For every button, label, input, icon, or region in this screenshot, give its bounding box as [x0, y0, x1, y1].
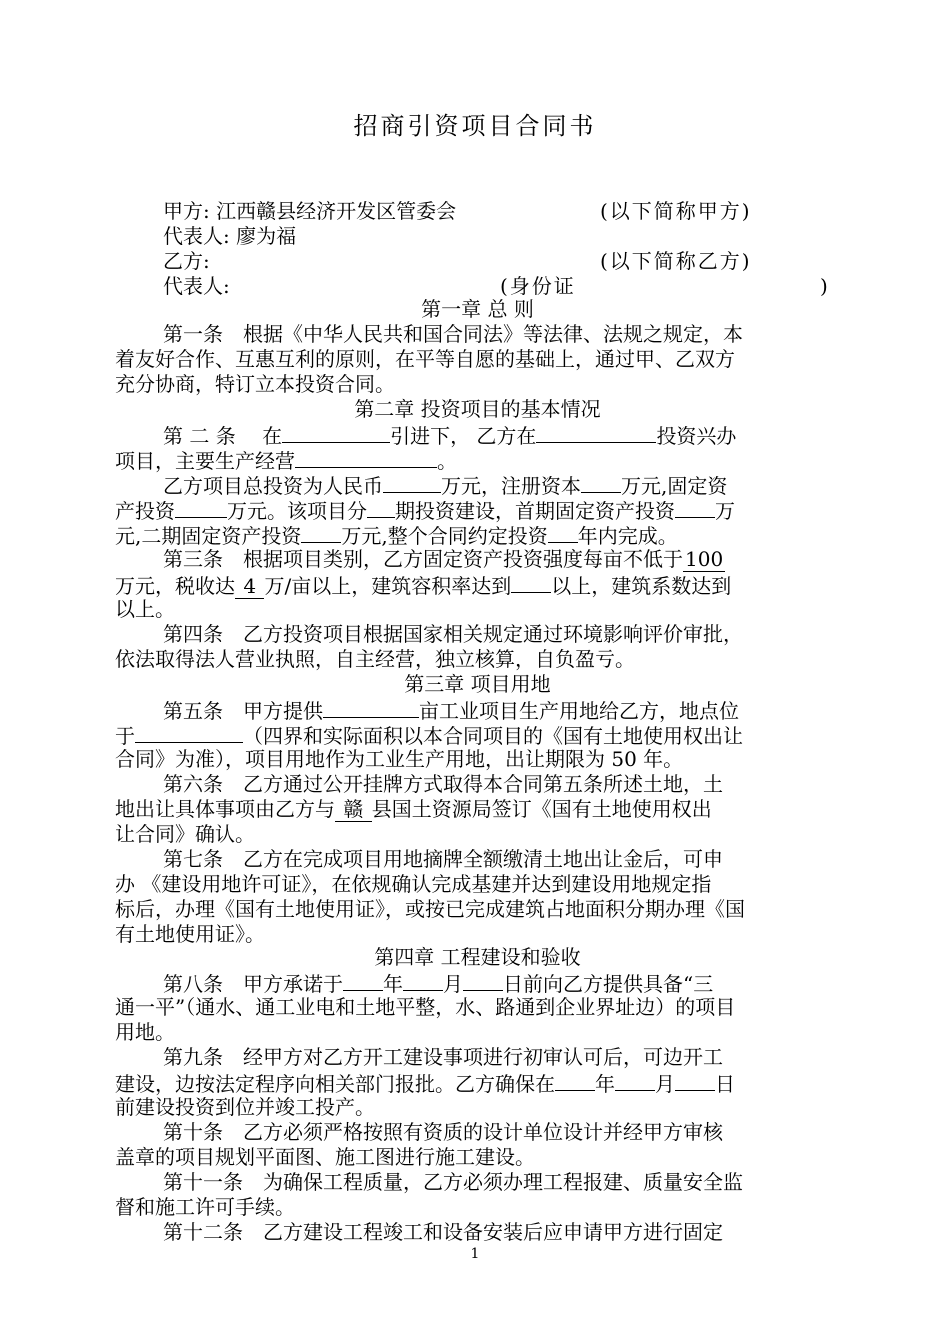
text-fragment: 亩工业项目生产用地给乙方，地点位	[419, 699, 739, 723]
text-fragment: 于	[115, 724, 135, 748]
article-line: 第十二条 乙方建设工程竣工和设备安装后应申请甲方进行固定	[163, 1220, 723, 1244]
rep-a-name: 廖为福	[236, 224, 297, 248]
party-a-label: 甲方:	[163, 199, 210, 223]
article-line: 充分协商，特订立本投资合同。	[115, 372, 395, 396]
blank-field	[536, 422, 656, 443]
text-fragment: 第八条 甲方承诺于	[163, 972, 343, 996]
party-b-note: (以下简称乙方)	[600, 249, 752, 273]
text-fragment: 县国土资源局签订《国有土地使用权出	[371, 797, 712, 821]
article-line: 办 《建设用地许可证》，在依规确认完成基建并达到建设用地规定指	[115, 872, 712, 896]
article-line: 有土地使用证》。	[115, 922, 265, 946]
article-line	[115, 572, 840, 598]
rep-a-line	[163, 224, 840, 248]
blank-field	[301, 522, 341, 543]
blank-field	[295, 447, 437, 468]
filled-value: 100	[685, 547, 724, 571]
text-fragment: 引进下， 乙方在	[390, 424, 537, 448]
blank-field	[675, 1070, 715, 1091]
blank-field	[383, 472, 441, 493]
filled-value: 赣	[337, 797, 370, 821]
article-line	[163, 422, 840, 448]
blank-field	[135, 722, 243, 743]
blank-field	[343, 970, 383, 991]
article-line: 以上。	[115, 597, 175, 621]
text-fragment: 。	[437, 449, 457, 473]
text-fragment: 万元。该项目分	[227, 499, 367, 523]
article-line	[115, 722, 840, 748]
article-line: 第十一条 为确保工程质量，乙方必须办理工程报建、质量安全监	[163, 1170, 743, 1194]
blank-field	[282, 422, 390, 443]
text-fragment: 第 二 条 在	[163, 424, 283, 448]
text-fragment: 万	[715, 499, 735, 523]
filled-value: 4	[237, 574, 263, 598]
blank-field	[463, 970, 503, 991]
text-fragment: 万元,固定资	[621, 474, 728, 498]
blank-field	[555, 1070, 595, 1091]
article-line: 第十条 乙方必须严格按照有资质的设计单位设计并经甲方审核	[163, 1120, 723, 1144]
text-fragment: 建设，边按法定程序向相关部门报批。乙方确保在	[115, 1072, 555, 1096]
chapter-heading: 第三章 项目用地	[404, 672, 551, 696]
text-fragment: 投资兴办	[656, 424, 737, 448]
article-line	[163, 697, 840, 723]
rep-b-label: 代表人:	[163, 274, 230, 298]
blank-field	[548, 522, 578, 543]
article-line	[163, 472, 840, 498]
party-a-name: 江西赣县经济开发区管委会	[216, 199, 457, 223]
text-fragment: 第三条 根据项目类别，乙方固定资产投资强度每亩不低于	[163, 547, 683, 571]
text-fragment: 产投资	[115, 499, 175, 523]
text-fragment: （四界和实际面积以本合同项目的《国有土地使用权出让	[243, 724, 743, 748]
blank-field	[675, 497, 715, 518]
text-fragment: 期投资建设，首期固定资产投资	[395, 499, 675, 523]
text-fragment: 日前向乙方提供具备“三	[503, 972, 714, 996]
party-a-note: (以下简称甲方)	[600, 199, 752, 223]
article-line: 合同》为准），项目用地作为工业生产用地，出让期限为 50 年。	[115, 747, 684, 771]
text-fragment: 万元，注册资本	[441, 474, 581, 498]
article-line	[115, 797, 840, 821]
article-line: 前建设投资到位并竣工投产。	[115, 1095, 375, 1119]
id-card-close: )	[820, 274, 828, 298]
text-fragment: 乙方项目总投资为人民币	[163, 474, 383, 498]
article-line: 第四条 乙方投资项目根据国家相关规定通过环境影响评价审批，	[163, 622, 743, 646]
chapter-heading: 第一章 总 则	[421, 297, 534, 321]
text-fragment: 年内完成。	[577, 524, 678, 548]
text-fragment: 以上，建筑系数达到	[551, 574, 732, 598]
article-line: 第九条 经甲方对乙方开工建设事项进行初审认可后，可边开工	[163, 1045, 723, 1069]
blank-field	[367, 497, 395, 518]
page-number: 1	[470, 1246, 480, 1262]
text-fragment: 月	[443, 972, 463, 996]
article-line	[163, 970, 840, 996]
article-line: 通一平”（通水、通工业电和土地平整，水、路通到企业界址边）的项目	[115, 995, 736, 1019]
text-fragment: 年	[595, 1072, 615, 1096]
text-fragment: 月	[655, 1072, 675, 1096]
article-line	[163, 547, 840, 571]
article-line: 第七条 乙方在完成项目用地摘牌全额缴清土地出让金后，可申	[163, 847, 723, 871]
article-line: 让合同》确认。	[115, 822, 255, 846]
article-line: 着友好合作、互惠互利的原则，在平等自愿的基础上，通过甲、乙双方	[115, 347, 735, 371]
rep-a-label: 代表人:	[163, 224, 230, 248]
article-line	[115, 447, 840, 473]
article-line: 督和施工许可手续。	[115, 1195, 295, 1219]
text-fragment: 万/亩以上，建筑容积率达到	[264, 574, 512, 598]
text-fragment: 万元，税收达	[115, 574, 235, 598]
article-line	[115, 522, 840, 548]
article-line	[115, 1070, 840, 1096]
text-fragment: 年	[383, 972, 403, 996]
party-b-label: 乙方:	[163, 249, 210, 273]
blank-field	[615, 1070, 655, 1091]
article-line	[115, 497, 840, 523]
article-line: 标后，办理《国有土地使用证》，或按已完成建筑占地面积分期办理《国	[115, 897, 745, 921]
text-fragment: 日	[715, 1072, 735, 1096]
article-line: 盖章的项目规划平面图、施工图进行施工建设。	[115, 1145, 535, 1169]
blank-field	[403, 970, 443, 991]
blank-field	[511, 572, 551, 593]
text-fragment: 元,二期固定资产投资	[115, 524, 302, 548]
article-line: 用地。	[115, 1020, 175, 1044]
article-line: 依法取得法人营业执照，自主经营，独立核算，自负盈亏。	[115, 647, 635, 671]
article-line: 第六条 乙方通过公开挂牌方式取得本合同第五条所述土地，土	[163, 772, 723, 796]
text-fragment: 地出让具体事项由乙方与	[115, 797, 335, 821]
text-fragment: 第五条 甲方提供	[163, 699, 323, 723]
text-fragment: 万元,整个合同约定投资	[341, 524, 548, 548]
blank-field	[175, 497, 227, 518]
chapter-heading: 第四章 工程建设和验收	[374, 945, 581, 969]
text-fragment: 项目，主要生产经营	[115, 449, 295, 473]
article-line: 第一条 根据《中华人民共和国合同法》等法律、法规之规定，本	[163, 322, 743, 346]
blank-field	[581, 472, 621, 493]
chapter-heading: 第二章 投资项目的基本情况	[354, 397, 601, 421]
page-title: 招商引资项目合同书	[353, 112, 597, 140]
id-card-open: (身份证	[500, 274, 576, 298]
blank-field	[323, 697, 419, 718]
